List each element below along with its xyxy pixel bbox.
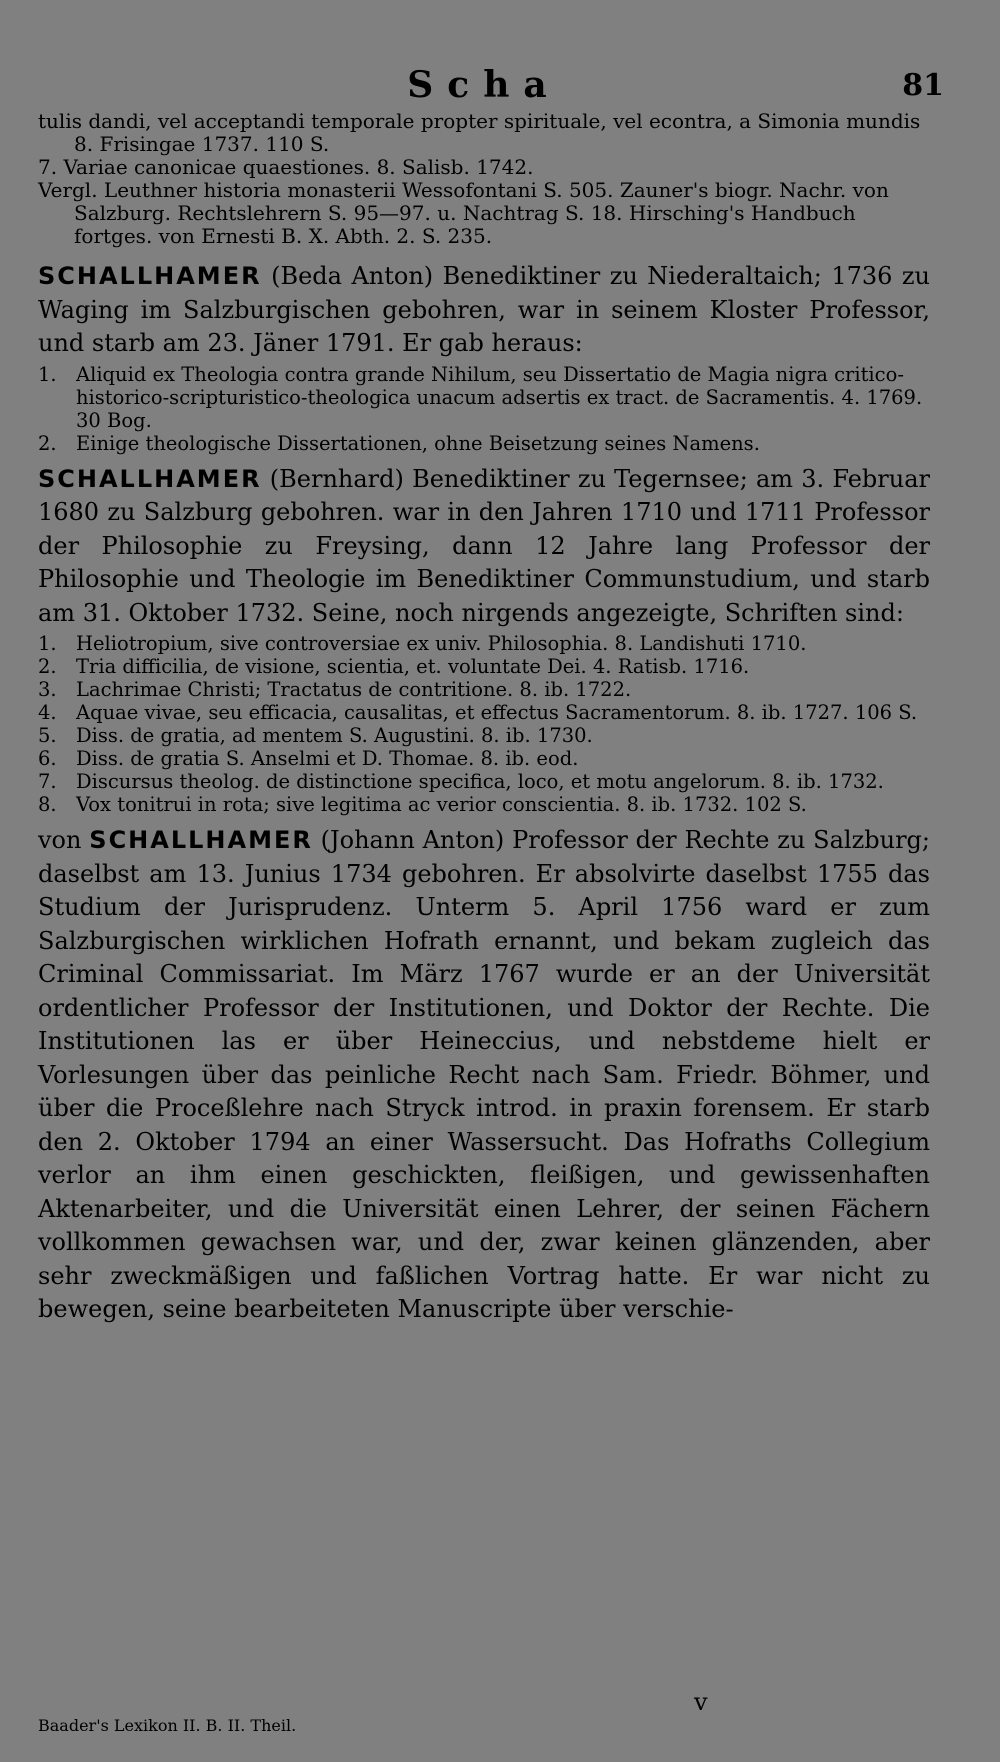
- entry-name: SCHALLHAMER: [38, 262, 262, 290]
- entry-text: (Beda Anton) Benediktiner zu Niederaltaich; 1736 zu Waging im Salzburgischen gebohren, war in seinem Kloster Professor, und starb am 23. Jäner 1791. Er gab heraus:: [38, 262, 930, 357]
- continued-line: tulis dandi, vel acceptandi temporale propter spirituale, vel econtra, a Simonia mundis 8. Frisingae 1737. 110 S.: [38, 109, 921, 156]
- signature-line: Baader's Lexikon II. B. II. Theil.: [38, 1716, 297, 1735]
- entry-johann-anton: [38, 824, 930, 1327]
- list-item: 1. Aliquid ex Theologia contra grande Nihilum, seu Dissertatio de Magia nigra critico-historico-scripturistico-theologica unacum adsertis ex tract. de Sacramentis. 4. 1769. 30 Bog.: [38, 362, 923, 432]
- list-item: 4. Aquae vivae, seu efficacia, causalitas, et effectus Sacramentorum. 8. ib. 1727. 106 S.: [38, 701, 918, 724]
- continued-line: 7. Variae canonicae quaestiones. 8. Salisb. 1742.: [38, 155, 534, 179]
- entry-text: (Johann Anton) Professor der Rechte zu Salzburg; daselbst am 13. Junius 1734 gebohren. Er absolvirte daselbst 1755 das Studium der Jurisprudenz. Unterm 5. April 1756 ward er zum Salzburgischen wirklichen Hofrath ernannt, und bekam zugleich das Criminal Commissariat. Im März 1767 wurde er an der Universität ordentlicher Professor der Institutionen, und Doktor der Rechte. Die Institutionen las er über Heineccius, und nebstdeme hielt er Vorlesungen über das peinliche Recht nach Sam. Friedr. Böhmer, und über die Proceßlehre nach Stryck introd. in praxin forensem. Er starb den 2. Oktober 1794 an einer Wassersucht. Das Hofraths Collegium verlor an ihm einen geschickten, fleißigen, und gewissenhaften Aktenarbeiter, und die Universität einen Lehrer, der seinen Fächern vollkommen gewachsen war, und der, zwar keinen glänzenden, aber sehr zweckmäßigen und faßlichen Vortrag hatte. Er war nicht zu bewegen, seine bearbeiteten Manuscripte über verschie-: [38, 826, 930, 1323]
- continued-line: Vergl. Leuthner historia monasterii Wessofontani S. 505. Zauner's biogr. Nachr. von Salzburg. Rechtslehrern S. 95—97. u. Nachtrag S. 18. Hirsching's Handbuch fortges. von Ernesti B. X. Abth. 2. S. 235.: [38, 178, 889, 248]
- entry-text: (Bernhard) Benediktiner zu Tegernsee; am 3. Februar 1680 zu Salzburg gebohren. war in den Jahren 1710 und 1711 Professor der Philosophie zu Freysing, dann 12 Jahre lang Professor der Philosophie und Theologie im Benediktiner Communstudium, und starb am 31. Oktober 1732. Seine, noch nirgends angezeigte, Schriften sind:: [38, 464, 930, 627]
- page-header: [38, 64, 944, 110]
- signature-mark: v: [694, 1688, 708, 1716]
- entry-prefix: von: [38, 826, 82, 854]
- running-head: Scha: [407, 64, 561, 106]
- list-item: 2. Einige theologische Dissertationen, ohne Beisetzung seines Namens.: [38, 431, 760, 455]
- page-number: 81: [902, 68, 944, 103]
- entry-beda-anton: [38, 260, 930, 455]
- list-item: 1. Heliotropium, sive controversiae ex univ. Philosophia. 8. Landishuti 1710.: [38, 632, 807, 655]
- list-item: 3. Lachrimae Christi; Tractatus de contritione. 8. ib. 1722.: [38, 678, 632, 701]
- list-item: 2. Tria difficilia, de visione, scientia, et. voluntate Dei. 4. Ratisb. 1716.: [38, 655, 750, 678]
- list-item: 8. Vox tonitrui in rota; sive legitima ac verior conscientia. 8. ib. 1732. 102 S.: [38, 793, 807, 816]
- list-item: 5. Diss. de gratia, ad mentem S. Augustini. 8. ib. 1730.: [38, 724, 593, 747]
- works-list: [38, 632, 930, 816]
- entry-name: SCHALLHAMER: [89, 826, 313, 854]
- list-item: 7. Discursus theolog. de distinctione specifica, loco, et motu angelorum. 8. ib. 1732.: [38, 770, 884, 793]
- list-item: 6. Diss. de gratia S. Anselmi et D. Thomae. 8. ib. eod.: [38, 747, 579, 770]
- entry-bernhard: [38, 463, 930, 817]
- entry-name: SCHALLHAMER: [38, 464, 262, 493]
- continued-block: [38, 110, 930, 248]
- works-list: [38, 363, 930, 455]
